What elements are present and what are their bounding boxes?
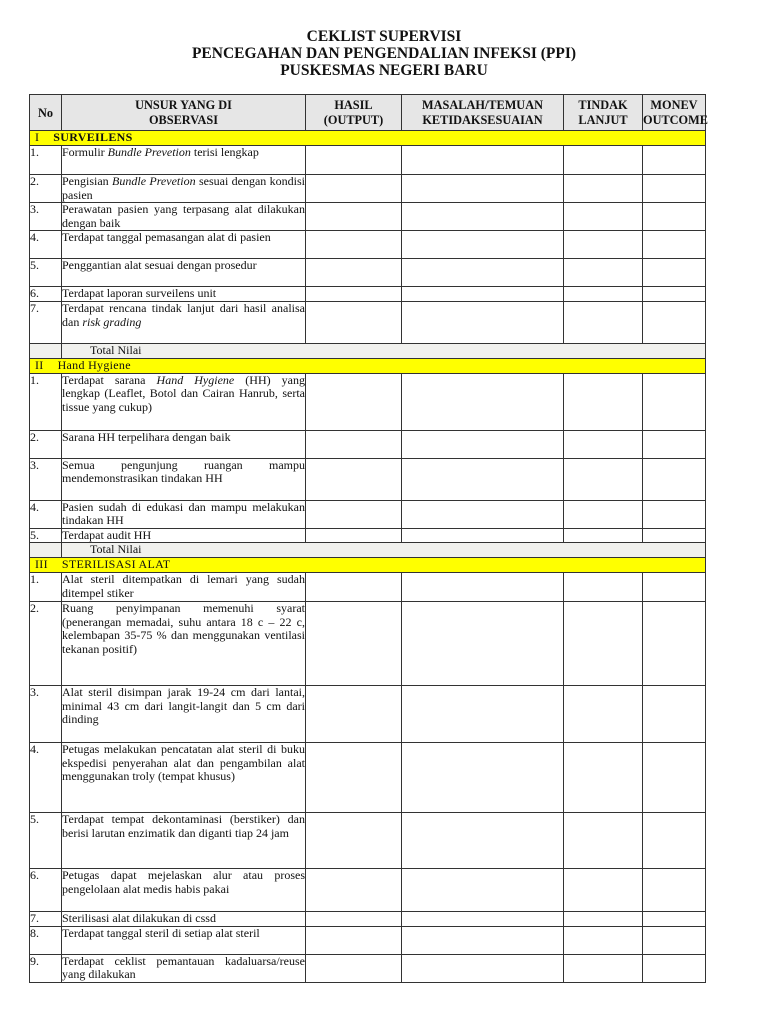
total-spacer bbox=[30, 343, 62, 358]
masalah-cell[interactable] bbox=[402, 430, 564, 458]
list-item bbox=[30, 572, 706, 601]
masalah-cell[interactable] bbox=[402, 500, 564, 528]
item-text: Terdapat audit HH bbox=[62, 528, 306, 543]
list-item bbox=[30, 146, 706, 175]
list-item bbox=[30, 458, 706, 500]
item-text: Semua pengunjung ruangan mampu mendemonstrasikan tindakan HH bbox=[62, 458, 306, 500]
col-header-hasil: HASIL (OUTPUT) bbox=[306, 95, 402, 131]
hasil-cell[interactable] bbox=[306, 430, 402, 458]
list-item bbox=[30, 601, 706, 685]
tindak-cell[interactable] bbox=[564, 458, 643, 500]
section-row-surveilens bbox=[30, 131, 706, 146]
hasil-cell[interactable] bbox=[306, 373, 402, 430]
tindak-cell[interactable] bbox=[564, 175, 643, 203]
section-title: II Hand Hygiene bbox=[30, 358, 706, 373]
col-header-unsur: UNSUR YANG DI OBSERVASI bbox=[62, 95, 306, 131]
item-number: 6. bbox=[30, 868, 62, 911]
item-text: Terdapat tanggal pemasangan alat di pasien bbox=[62, 231, 306, 259]
monev-cell[interactable] bbox=[643, 203, 706, 231]
monev-cell[interactable] bbox=[643, 430, 706, 458]
item-number: 9. bbox=[30, 954, 62, 982]
monev-cell[interactable] bbox=[643, 685, 706, 742]
list-item bbox=[30, 954, 706, 982]
masalah-cell[interactable] bbox=[402, 685, 564, 742]
hasil-cell[interactable] bbox=[306, 954, 402, 982]
tindak-cell[interactable] bbox=[564, 301, 643, 343]
list-item bbox=[30, 287, 706, 302]
list-item bbox=[30, 203, 706, 231]
doc-location: PUSKESMAS NEGERI BARU bbox=[280, 62, 488, 79]
tindak-cell[interactable] bbox=[564, 742, 643, 812]
doc-subtitle: PENCEGAHAN DAN PENGENDALIAN INFEKSI (PPI) bbox=[191, 45, 577, 62]
masalah-cell[interactable] bbox=[402, 287, 564, 302]
tindak-cell[interactable] bbox=[564, 812, 643, 868]
tindak-cell[interactable] bbox=[564, 203, 643, 231]
item-text: Alat steril disimpan jarak 19-24 cm dari lantai, minimal 43 cm dari langit-langit dan 5 cm dari dinding bbox=[62, 685, 306, 742]
tindak-cell[interactable] bbox=[564, 259, 643, 287]
monev-cell[interactable] bbox=[643, 954, 706, 982]
masalah-cell[interactable] bbox=[402, 146, 564, 175]
list-item bbox=[30, 500, 706, 528]
item-number: 7. bbox=[30, 911, 62, 926]
item-number: 5. bbox=[30, 528, 62, 543]
hasil-cell[interactable] bbox=[306, 685, 402, 742]
col-header-masalah: MASALAH/TEMUAN KETIDAKSESUAIAN bbox=[402, 95, 564, 131]
list-item bbox=[30, 231, 706, 259]
masalah-cell[interactable] bbox=[402, 301, 564, 343]
item-text: Terdapat ceklist pemantauan kadaluarsa/reuse yang dilakukan bbox=[62, 953, 305, 982]
list-item bbox=[30, 373, 706, 430]
masalah-cell[interactable] bbox=[402, 231, 564, 259]
monev-cell[interactable] bbox=[643, 868, 706, 911]
tindak-cell[interactable] bbox=[564, 926, 643, 954]
monev-cell[interactable] bbox=[643, 231, 706, 259]
doc-title: CEKLIST SUPERVISI bbox=[306, 28, 462, 45]
hasil-cell[interactable] bbox=[306, 231, 402, 259]
tindak-cell[interactable] bbox=[564, 373, 643, 430]
hasil-cell[interactable] bbox=[306, 572, 402, 601]
tindak-cell[interactable] bbox=[564, 231, 643, 259]
item-text: Terdapat laporan surveilens unit bbox=[62, 287, 306, 302]
monev-cell[interactable] bbox=[643, 301, 706, 343]
tindak-cell[interactable] bbox=[564, 146, 643, 175]
tindak-cell[interactable] bbox=[564, 601, 643, 685]
list-item bbox=[30, 259, 706, 287]
total-label: Total Nilai bbox=[62, 343, 706, 358]
list-item bbox=[30, 301, 706, 343]
item-text: Terdapat rencana tindak lanjut dari hasil analisa dan risk grading bbox=[62, 301, 306, 343]
monev-cell[interactable] bbox=[643, 458, 706, 500]
masalah-cell[interactable] bbox=[402, 601, 564, 685]
item-text: Formulir Bundle Prevetion terisi lengkap bbox=[62, 146, 306, 175]
item-number: 4. bbox=[30, 231, 62, 259]
hasil-cell[interactable] bbox=[306, 259, 402, 287]
list-item bbox=[30, 685, 706, 742]
total-spacer bbox=[30, 543, 62, 558]
total-row bbox=[30, 343, 706, 358]
list-item bbox=[30, 742, 706, 812]
masalah-cell[interactable] bbox=[402, 203, 564, 231]
col-header-tindak: TINDAK LANJUT bbox=[564, 95, 643, 131]
item-text: Terdapat sarana Hand Hygiene (HH) yang lengkap (Leaflet, Botol dan Cairan Hanrub, serta tissue yang cukup) bbox=[62, 373, 306, 430]
section-title: I SURVEILENS bbox=[30, 131, 706, 146]
masalah-cell[interactable] bbox=[402, 742, 564, 812]
item-number: 1. bbox=[30, 373, 62, 430]
masalah-cell[interactable] bbox=[402, 259, 564, 287]
hasil-cell[interactable] bbox=[306, 458, 402, 500]
list-item bbox=[30, 528, 706, 543]
tindak-cell[interactable] bbox=[564, 954, 643, 982]
tindak-cell[interactable] bbox=[564, 430, 643, 458]
monev-cell[interactable] bbox=[643, 812, 706, 868]
masalah-cell[interactable] bbox=[402, 812, 564, 868]
item-number: 1. bbox=[30, 572, 62, 601]
masalah-cell[interactable] bbox=[402, 175, 564, 203]
hasil-cell[interactable] bbox=[306, 812, 402, 868]
item-text: Terdapat tanggal steril di setiap alat steril bbox=[62, 926, 306, 954]
tindak-cell[interactable] bbox=[564, 287, 643, 302]
list-item bbox=[30, 868, 706, 911]
hasil-cell[interactable] bbox=[306, 146, 402, 175]
item-text: Petugas dapat mejelaskan alur atau proses pengelolaan alat medis habis pakai bbox=[62, 868, 306, 911]
masalah-cell[interactable] bbox=[402, 911, 564, 926]
item-number: 1. bbox=[30, 146, 62, 175]
hasil-cell[interactable] bbox=[306, 203, 402, 231]
monev-cell[interactable] bbox=[643, 146, 706, 175]
item-number: 2. bbox=[30, 601, 62, 685]
hasil-cell[interactable] bbox=[306, 601, 402, 685]
item-text: Sterilisasi alat dilakukan di cssd bbox=[62, 911, 306, 926]
total-row bbox=[30, 543, 706, 558]
masalah-cell[interactable] bbox=[402, 528, 564, 543]
monev-cell[interactable] bbox=[643, 911, 706, 926]
item-number: 7. bbox=[30, 301, 62, 343]
tindak-cell[interactable] bbox=[564, 572, 643, 601]
list-item bbox=[30, 175, 706, 203]
masalah-cell[interactable] bbox=[402, 954, 564, 982]
monev-cell[interactable] bbox=[643, 742, 706, 812]
tindak-cell[interactable] bbox=[564, 528, 643, 543]
total-label: Total Nilai bbox=[62, 543, 706, 558]
section-row-hand-hygiene bbox=[30, 358, 706, 373]
hasil-cell[interactable] bbox=[306, 500, 402, 528]
monev-cell[interactable] bbox=[643, 373, 706, 430]
item-number: 8. bbox=[30, 926, 62, 954]
hasil-cell[interactable] bbox=[306, 287, 402, 302]
list-item bbox=[30, 812, 706, 868]
tindak-cell[interactable] bbox=[564, 500, 643, 528]
item-text: Pengisian Bundle Prevetion sesuai dengan kondisi pasien bbox=[62, 174, 305, 202]
masalah-cell[interactable] bbox=[402, 458, 564, 500]
tindak-cell[interactable] bbox=[564, 868, 643, 911]
masalah-cell[interactable] bbox=[402, 868, 564, 911]
col-header-no: No bbox=[30, 95, 62, 131]
item-number: 5. bbox=[30, 812, 62, 868]
item-number: 5. bbox=[30, 259, 62, 287]
item-text: Alat steril ditempatkan di lemari yang sudah ditempel stiker bbox=[62, 571, 305, 600]
monev-cell[interactable] bbox=[643, 926, 706, 954]
item-number: 6. bbox=[30, 287, 62, 302]
hasil-cell[interactable] bbox=[306, 301, 402, 343]
item-text: Sarana HH terpelihara dengan baik bbox=[62, 430, 306, 458]
col-header-monev: MONEV OUTCOME bbox=[643, 95, 706, 131]
item-text: Ruang penyimpanan memenuhi syarat (penerangan memadai, suhu antara 18 c – 22 c, kelembapan 35-75 % dan menggunakan ventilasi tekanan positif) bbox=[62, 601, 306, 685]
item-number: 2. bbox=[30, 430, 62, 458]
hasil-cell[interactable] bbox=[306, 911, 402, 926]
item-number: 4. bbox=[30, 742, 62, 812]
section-title: III STERILISASI ALAT bbox=[30, 557, 706, 572]
masalah-cell[interactable] bbox=[402, 373, 564, 430]
item-number: 4. bbox=[30, 500, 62, 528]
list-item bbox=[30, 926, 706, 954]
monev-cell[interactable] bbox=[643, 175, 706, 203]
item-text: Petugas melakukan pencatatan alat steril di buku ekspedisi penyerahan alat dan pengambilan alat menggunakan troly (tempat khusus) bbox=[62, 742, 306, 812]
hasil-cell[interactable] bbox=[306, 175, 402, 203]
tindak-cell[interactable] bbox=[564, 911, 643, 926]
item-text: Terdapat tempat dekontaminasi (berstiker) dan berisi larutan enzimatik dan diganti tiap 24 jam bbox=[62, 812, 306, 868]
header-row bbox=[30, 95, 706, 131]
item-text: Pasien sudah di edukasi dan mampu melakukan tindakan HH bbox=[62, 499, 305, 528]
monev-cell[interactable] bbox=[643, 500, 706, 528]
item-text: Perawatan pasien yang terpasang alat dilakukan dengan baik bbox=[62, 202, 305, 230]
item-number: 2. bbox=[30, 175, 62, 203]
section-row-sterilisasi bbox=[30, 557, 706, 572]
item-number: 3. bbox=[30, 458, 62, 500]
item-text: Penggantian alat sesuai dengan prosedur bbox=[62, 259, 306, 287]
hasil-cell[interactable] bbox=[306, 926, 402, 954]
monev-cell[interactable] bbox=[643, 572, 706, 601]
item-number: 3. bbox=[30, 685, 62, 742]
list-item bbox=[30, 911, 706, 926]
list-item bbox=[30, 430, 706, 458]
hasil-cell[interactable] bbox=[306, 528, 402, 543]
monev-cell[interactable] bbox=[643, 287, 706, 302]
monev-cell[interactable] bbox=[643, 528, 706, 543]
checklist-table bbox=[29, 94, 706, 983]
tindak-cell[interactable] bbox=[564, 685, 643, 742]
masalah-cell[interactable] bbox=[402, 572, 564, 601]
hasil-cell[interactable] bbox=[306, 868, 402, 911]
monev-cell[interactable] bbox=[643, 601, 706, 685]
monev-cell[interactable] bbox=[643, 259, 706, 287]
masalah-cell[interactable] bbox=[402, 926, 564, 954]
item-number: 3. bbox=[30, 203, 62, 231]
hasil-cell[interactable] bbox=[306, 742, 402, 812]
